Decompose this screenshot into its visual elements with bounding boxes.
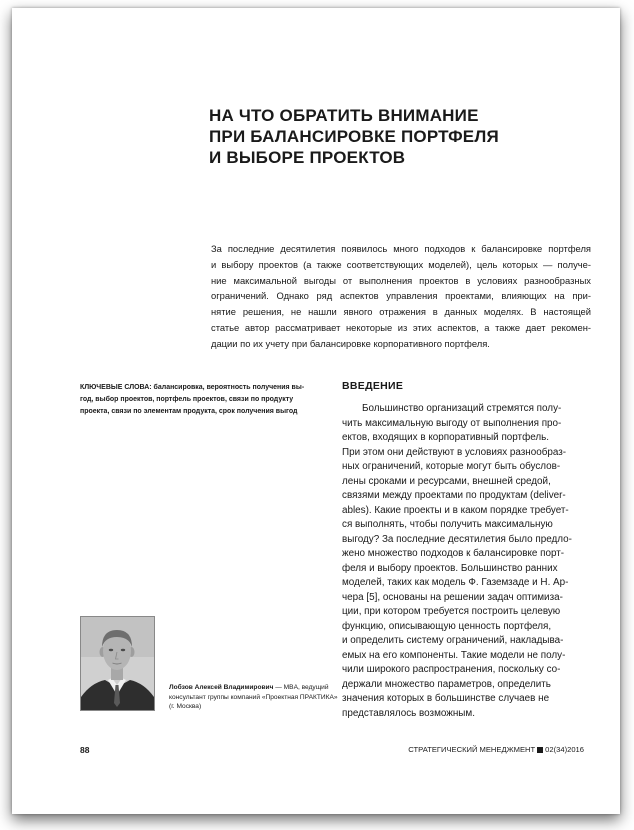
author-name: Лобзов Алексей Владимирович [169, 684, 274, 691]
title-line: НА ЧТО ОБРАТИТЬ ВНИМАНИЕ [209, 106, 479, 125]
abstract-line: нятие решения, не нашли явного отражения в данных моделях. В настоящей [211, 306, 591, 318]
square-bullet-icon [537, 747, 543, 753]
author-line-2: консультант группы компаний «Проектная ПРАКТИКА» [169, 693, 338, 701]
body-line: ных ограничений, которые могут быть обуслов- [342, 461, 561, 472]
abstract-line: ограничений. Однако ряд аспектов управления проектами, влияющих на при- [211, 290, 591, 302]
author-line-1 [169, 683, 339, 693]
keywords-line: КЛЮЧЕВЫЕ СЛОВА: балансировка, вероятность получения вы- [80, 382, 305, 391]
body-line: и определить систему ограничений, накладыва- [342, 635, 564, 646]
abstract-line: и выбору проектов (а также соответствующих моделей), цель которых — получе- [211, 258, 591, 270]
title-line: ПРИ БАЛАНСИРОВКЕ ПОРТФЕЛЯ [209, 127, 499, 146]
author-portrait-icon [81, 617, 154, 710]
title-line: И ВЫБОРЕ ПРОЕКТОВ [209, 148, 406, 167]
body-line: функцию, описывающую ценность портфеля, [342, 620, 552, 632]
author-photo [80, 616, 155, 711]
article-title [209, 105, 569, 168]
abstract-line: За последние десятилетия появилось много подходов к балансировке портфеля [211, 243, 591, 254]
body-line: При этом они действуют в условиях разнообраз- [342, 446, 567, 458]
body-line: лены сроками и ресурсами, внешней средой, [342, 475, 551, 487]
body-line: жено множество подходов к балансировке порт- [342, 548, 565, 559]
magazine-page [12, 8, 620, 814]
body-line: чить максимальную выгоду от выполнения про- [342, 417, 562, 429]
body-line: представлялось возможным. [342, 707, 475, 719]
body-line: феля и выбору проектов. Большинство ранних [342, 562, 558, 574]
body-line: выгоду? За последние десятилетия было предло- [342, 533, 572, 545]
keywords-line: проекта, связи по элементам продукта, срок получения выгод [80, 406, 298, 415]
body-line: связями между проектами по продуктам (deliver- [342, 490, 566, 501]
keywords-block [80, 381, 312, 417]
abstract-line: дации по их учету при балансировке корпоративного портфеля. [211, 337, 490, 349]
body-line: ектов, входящих в корпоративный портфель. [342, 432, 550, 443]
body-line: ся выполнять, чтобы получить максимальную [342, 519, 553, 530]
keywords-line: год, выбор проектов, портфель проектов, связи по продукту [80, 394, 294, 403]
journal-issue: 02(34)2016 [545, 745, 584, 754]
article-abstract [211, 241, 591, 352]
abstract-line: статье автор рассматривает некоторые из этих аспектов, а также дает рекомен- [211, 321, 591, 333]
body-line: моделей, таких как модель Ф. Газемзаде и Н. Ар- [342, 577, 569, 588]
journal-footer [408, 745, 584, 754]
abstract-line: ние максимальной выгоды от выполнения проектов в условиях разнообразных [211, 274, 591, 286]
introduction-text [342, 402, 598, 721]
body-line: Большинство организаций стремятся полу- [362, 403, 562, 414]
body-line: ции, при котором требуется построить целевую [342, 606, 561, 617]
page-number: 88 [80, 745, 90, 755]
author-title: — MBA, ведущий [273, 684, 329, 691]
body-line: чили широкого распространения, поскольку со- [342, 664, 561, 675]
body-line: емых на его компоненты. Такие модели не полу- [342, 649, 566, 661]
body-line: значения которых в большинстве случаев не [342, 693, 550, 704]
body-line: держали множество параметров, определить [342, 678, 551, 690]
section-heading-introduction: ВВЕДЕНИЕ [342, 380, 404, 392]
journal-name: СТРАТЕГИЧЕСКИЙ МЕНЕДЖМЕНТ [408, 745, 536, 754]
author-line-3: (г. Москва) [169, 703, 202, 711]
body-line: ables). Какие проекты и в каком порядке требует- [342, 504, 569, 516]
body-line: чера [5], основаны на решении задач оптимиза- [342, 591, 563, 603]
author-info [169, 683, 339, 712]
